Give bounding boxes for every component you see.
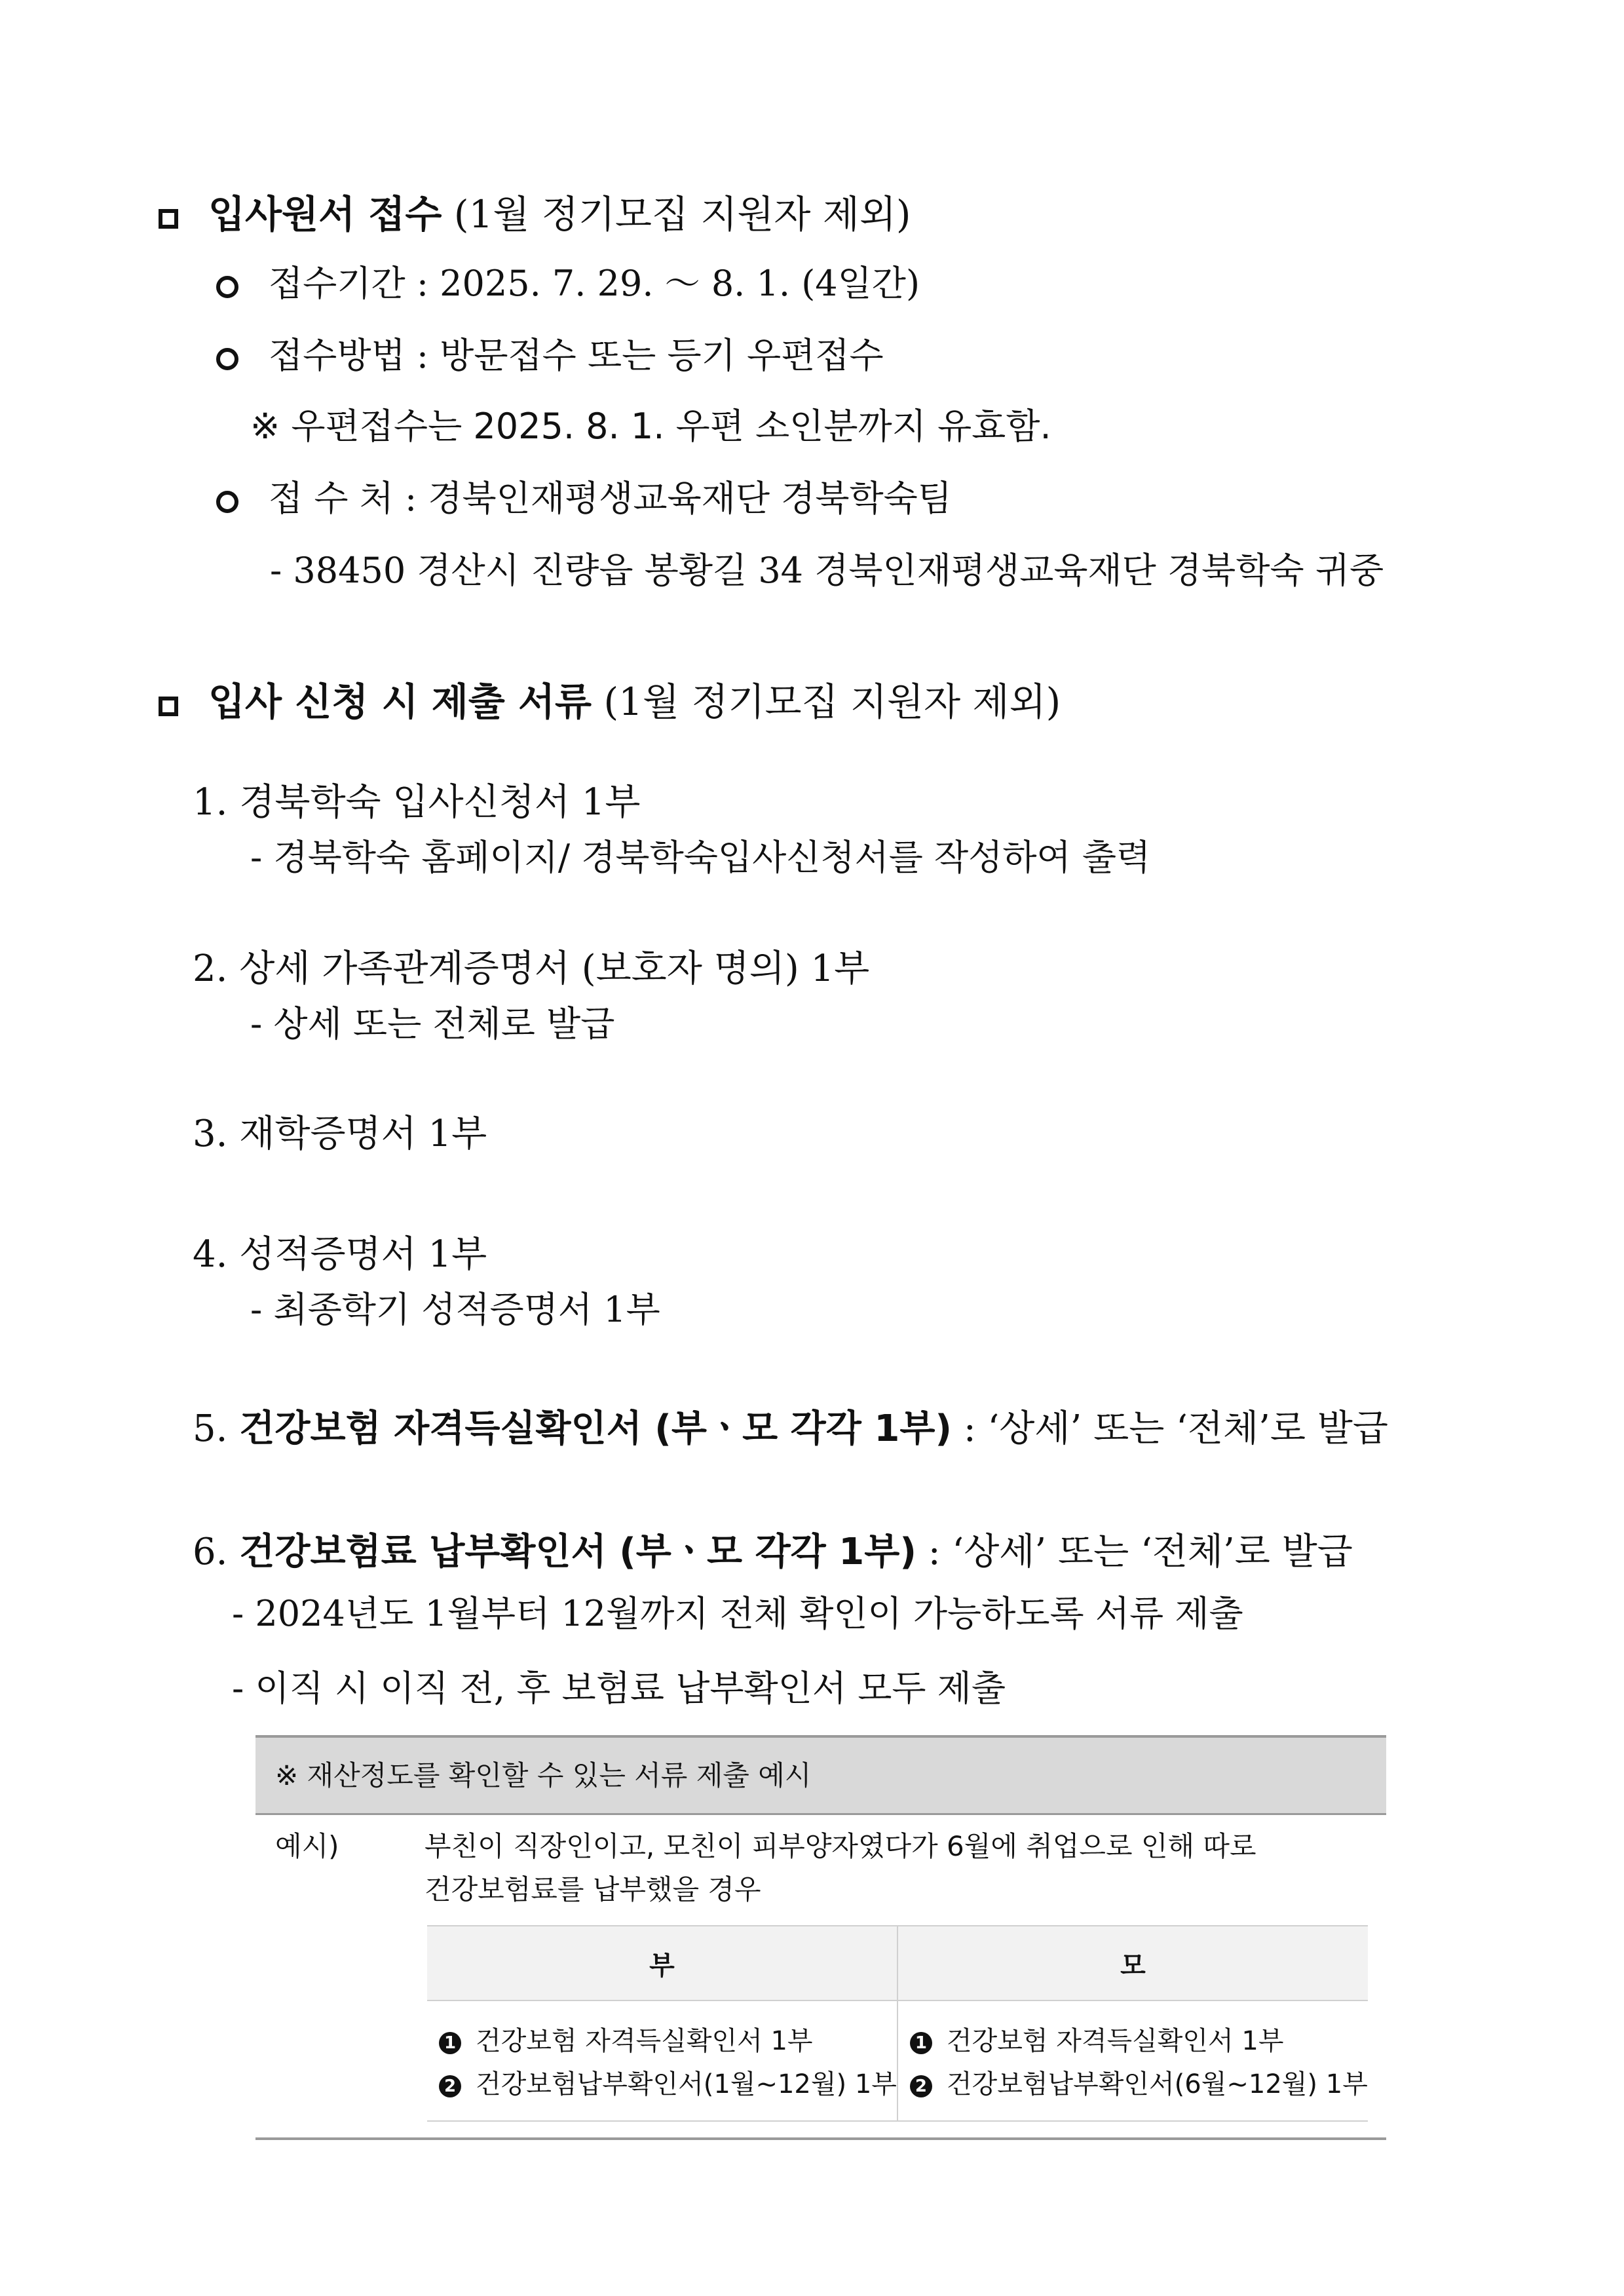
reception-period-text: 접수기간 : 2025. 7. 29. ～ 8. 1. (4일간): [269, 263, 920, 304]
checkbox-square-icon: [159, 697, 178, 716]
reception-place-text: 접 수 처 : 경북인재평생교육재단 경북학숙팀: [269, 478, 952, 519]
doc-item-4-sub: - 최종학기 성적증명서 1부: [250, 1289, 660, 1330]
section2-title-note: (1월 정기모집 지원자 제외): [603, 679, 1061, 724]
table-header-row: [427, 1926, 1368, 2000]
section1-heading: [159, 191, 911, 237]
circle-bullet-icon: [216, 276, 238, 298]
doc-item-4: 4. 성적증명서 1부: [193, 1233, 487, 1276]
table-row: [427, 2000, 1368, 2121]
number-2-icon: 2: [439, 2075, 461, 2097]
list-item: 1 건강보험 자격득실확인서 1부: [439, 2019, 897, 2063]
example-table: [427, 1925, 1368, 2122]
circle-bullet-icon: [216, 348, 238, 370]
section2-title: 입사 신청 시 제출 서류: [208, 679, 592, 724]
reception-address: - 38450 경산시 진량읍 봉황길 34 경북인재평생교육재단 경북학숙 귀중: [270, 550, 1384, 591]
col-mother: 모: [897, 1926, 1368, 2000]
doc-item-5: 5. 건강보험 자격득실확인서 (부ㆍ모 각각 1부) : ‘상세’ 또는 ‘전체’로 발급: [193, 1407, 1388, 1450]
mother-cell: [897, 2000, 1368, 2121]
checkbox-square-icon: [159, 209, 178, 229]
father-cell: [427, 2000, 897, 2121]
reception-method-text: 접수방법 : 방문접수 또는 등기 우편접수: [269, 335, 884, 376]
doc-item-1: 1. 경북학숙 입사신청서 1부: [193, 781, 641, 824]
doc-item-2: 2. 상세 가족관계증명서 (보호자 명의) 1부: [193, 947, 870, 990]
number-1-icon: 1: [910, 2032, 932, 2054]
list-item: 2 건강보험납부확인서(6월~12월) 1부: [910, 2063, 1368, 2106]
col-father: 부: [427, 1926, 897, 2000]
section1-title: 입사원서 접수: [208, 192, 442, 237]
reception-place: [216, 477, 952, 520]
number-1-icon: 1: [439, 2032, 461, 2054]
section1-title-note: (1월 정기모집 지원자 제외): [453, 192, 911, 237]
number-2-icon: 2: [910, 2075, 932, 2097]
doc-item-6-sub-2: - 이직 시 이직 전, 후 보험료 납부확인서 모두 제출: [232, 1668, 1006, 1709]
circle-bullet-icon: [216, 491, 238, 513]
list-item: 2 건강보험납부확인서(1월~12월) 1부: [439, 2063, 897, 2106]
doc-item-6-sub-1: - 2024년도 1월부터 12월까지 전체 확인이 가능하도록 서류 제출: [232, 1593, 1243, 1634]
reception-method: [216, 334, 884, 377]
list-item: 1 건강보험 자격득실확인서 1부: [910, 2019, 1368, 2063]
doc-item-3: 3. 재학증명서 1부: [193, 1113, 487, 1155]
doc-item-1-sub: - 경북학숙 홈페이지/ 경북학숙입사신청서를 작성하여 출력: [250, 837, 1151, 878]
example-text-line2: 건강보험료를 납부했을 경우: [425, 1873, 761, 1905]
example-header: ※ 재산정도를 확인할 수 있는 서류 제출 예시: [255, 1735, 1386, 1815]
section2-heading: [159, 679, 1061, 725]
example-box-bottom-rule: [255, 2137, 1386, 2140]
example-label: 예시): [275, 1830, 339, 1862]
example-box: [255, 1735, 1386, 1815]
doc-item-6: 6. 건강보험료 납부확인서 (부ㆍ모 각각 1부) : ‘상세’ 또는 ‘전체’로 발급: [193, 1531, 1353, 1573]
postal-note: ※ 우편접수는 2025. 8. 1. 우편 소인분까지 유효함.: [250, 406, 1051, 447]
doc-item-2-sub: - 상세 또는 전체로 발급: [250, 1003, 615, 1044]
reception-period: [216, 262, 920, 305]
example-text-line1: 부친이 직장인이고, 모친이 피부양자였다가 6월에 취업으로 인해 따로: [425, 1830, 1256, 1862]
